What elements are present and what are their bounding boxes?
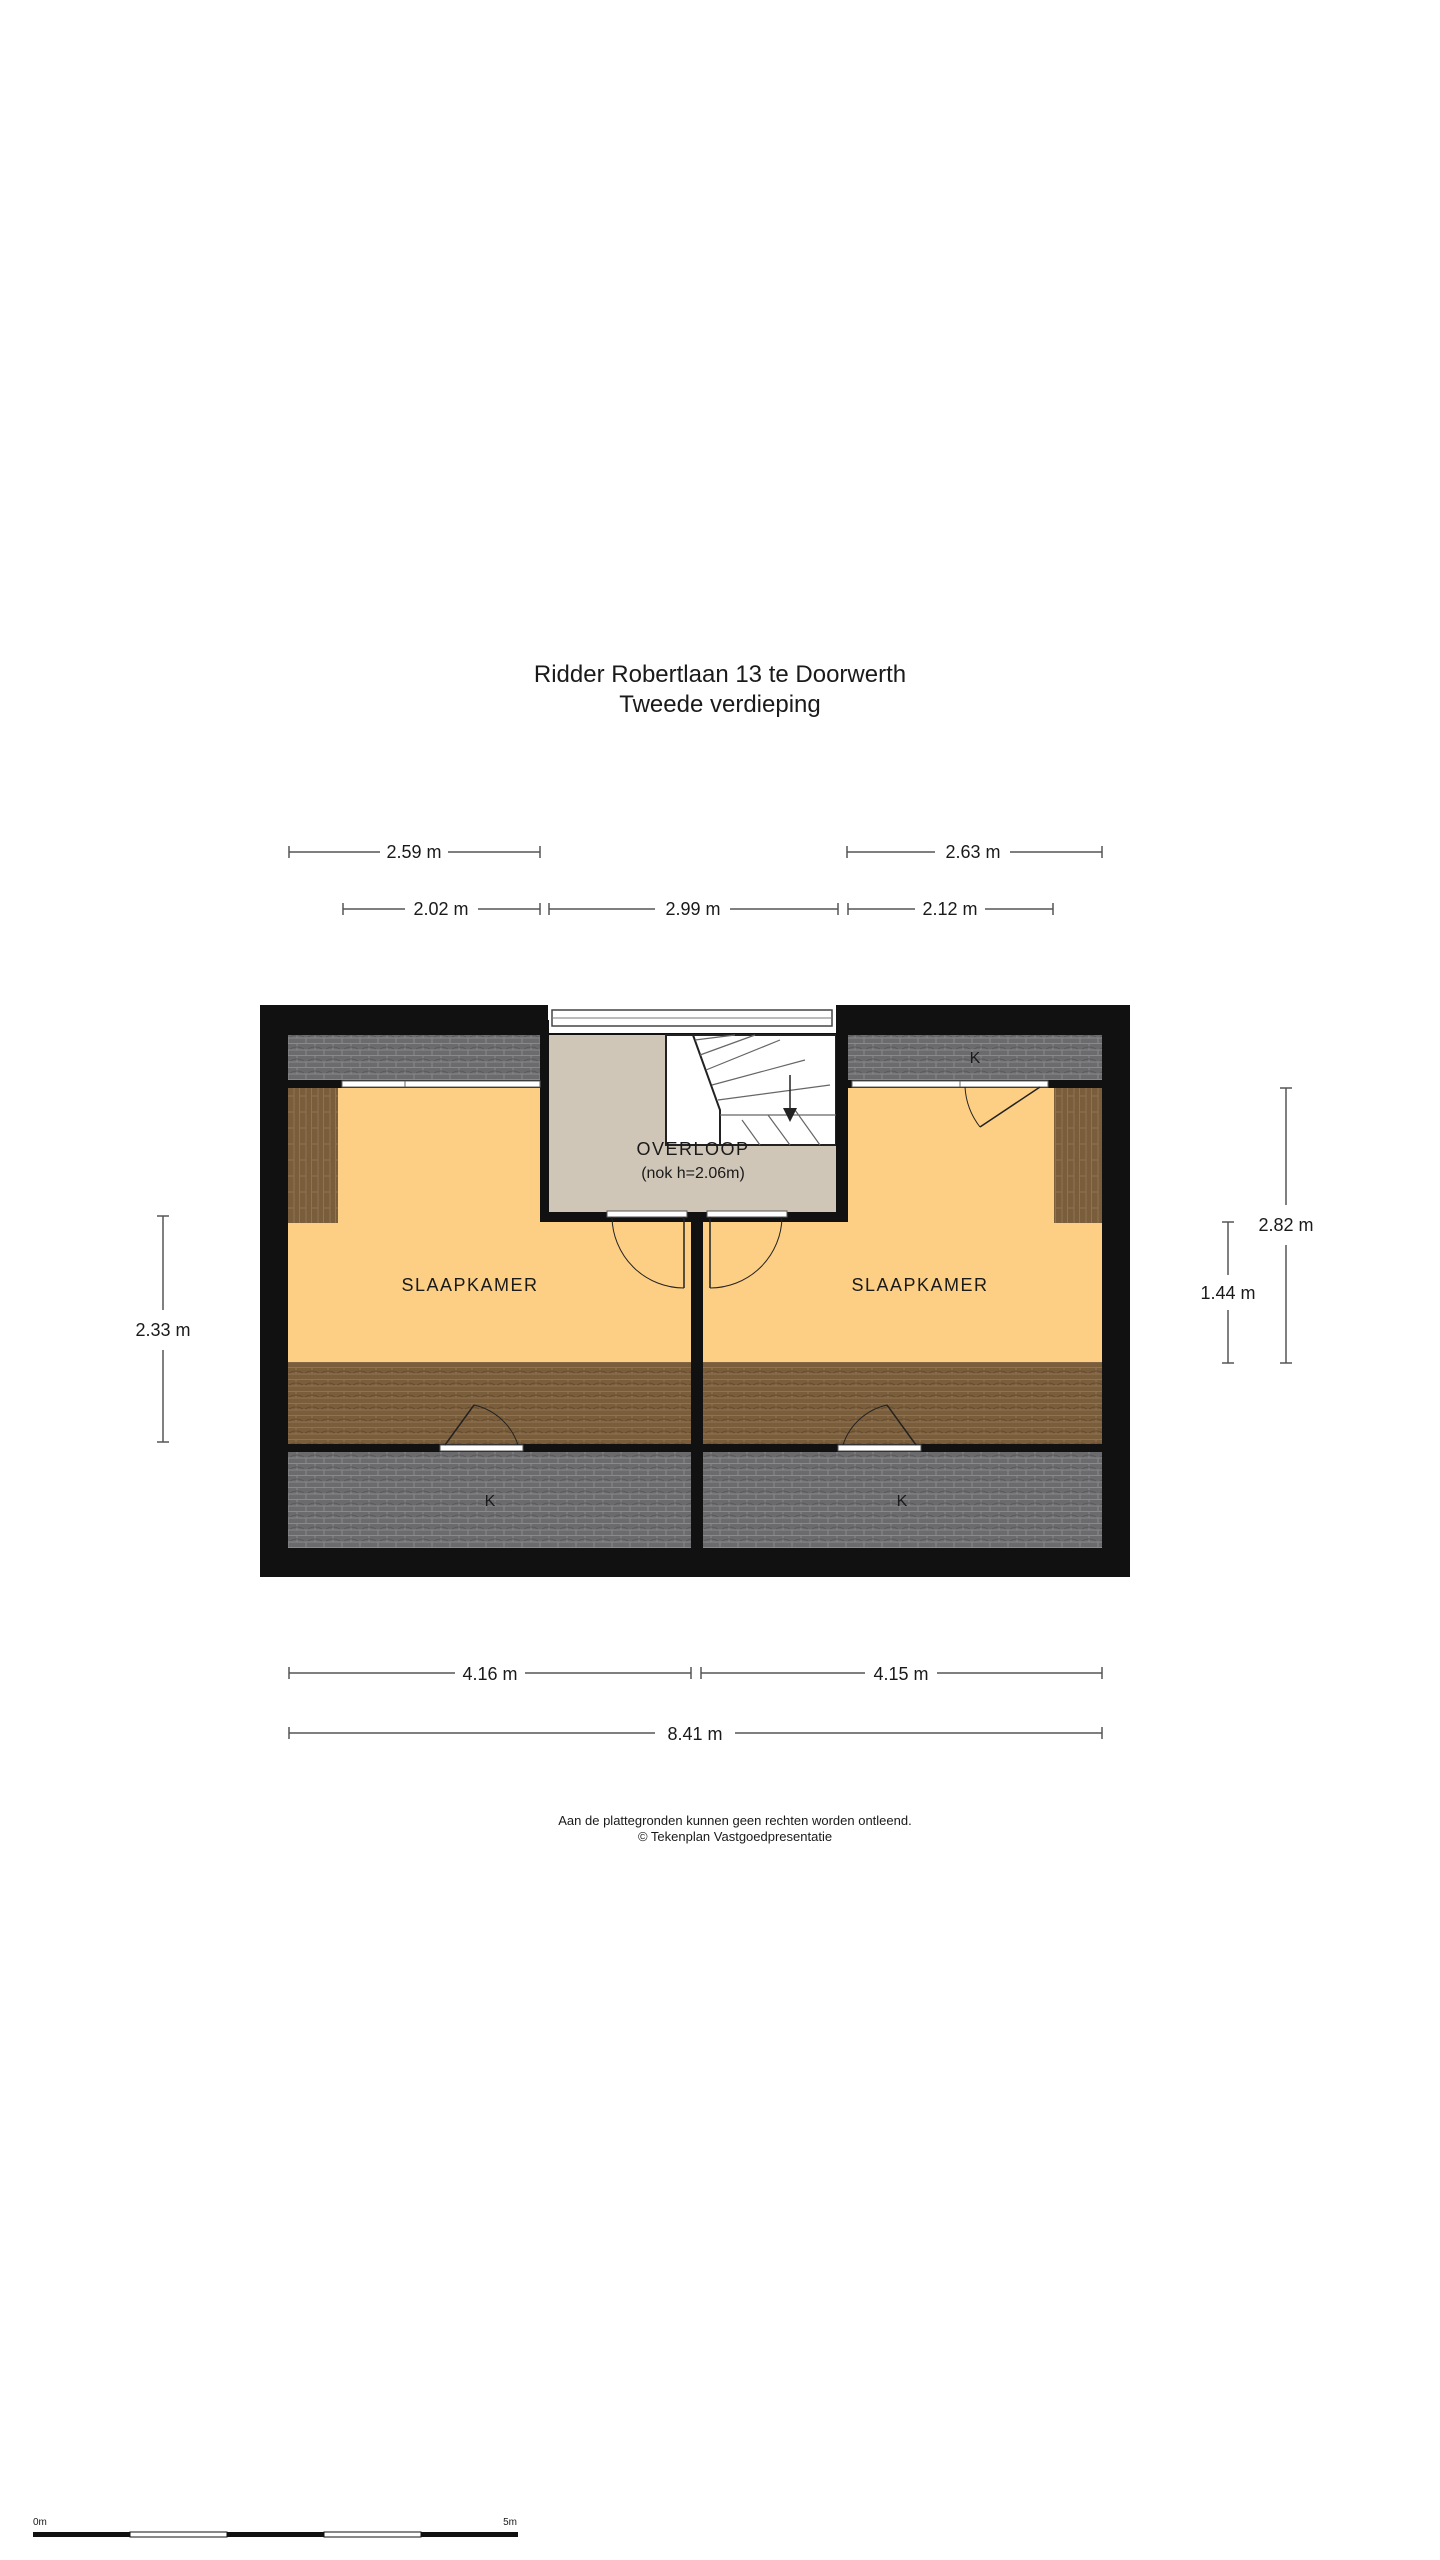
dim-top-right-inner: 2.12 m [922,899,978,919]
left-sloped-roof [288,1362,691,1444]
dim-left-height: 2.33 m [135,1320,191,1340]
wall-between-bedrooms [691,1212,703,1548]
dim-right-inner-height: 1.44 m [1200,1283,1256,1303]
dim-bottom-right: 4.15 m [873,1664,929,1684]
dim-bottom-total: 8.41 m [667,1724,723,1744]
plan-floor-title: Tweede verdieping [619,691,821,718]
dim-top-left-inner: 2.02 m [413,899,469,919]
landing-ridge-note: (nok h=2.06m) [641,1165,745,1182]
dim-top-left-outer: 2.59 m [386,842,442,862]
scale-bar [33,2517,518,2537]
staircase [666,1035,836,1145]
closet-top-right-label: K [969,1050,981,1067]
closet-bottom-right-label: K [896,1493,908,1510]
dim-top-middle: 2.99 m [665,899,721,919]
right-bedroom-upper [848,1088,1054,1223]
right-sloped-roof [703,1362,1102,1444]
landing-label: OVERLOOP [636,1139,750,1159]
left-bedroom-label: SLAAPKAMER [401,1275,539,1295]
right-sloped-wall-side [1054,1088,1102,1223]
dim-top-right-outer: 2.63 m [945,842,1001,862]
wall-landing-right [836,1020,848,1220]
wall-landing-left [540,1020,549,1220]
disclaimer-rights: Aan de plattegronden kunnen geen rechten worden ontleend. [558,1813,912,1828]
scale-bar-start-label: 0m [33,2517,47,2528]
closet-bottom-left-label: K [484,1493,496,1510]
dim-bottom-left: 4.16 m [462,1664,518,1684]
disclaimer [0,1813,1440,1845]
knee-wall-bottom [288,1444,1102,1452]
wall-landing-bottom [540,1212,848,1222]
dim-right-outer-height: 2.82 m [1258,1215,1314,1235]
scale-bar-end-label: 5m [503,2517,517,2528]
left-sloped-wall-side [288,1088,338,1223]
disclaimer-copyright: © Tekenplan Vastgoedpresentatie [637,1829,833,1844]
plan-address-title: Ridder Robertlaan 13 te Doorwerth [533,661,907,688]
roof-tiles-top-left [288,1035,540,1080]
right-bedroom-label: SLAAPKAMER [851,1275,989,1295]
